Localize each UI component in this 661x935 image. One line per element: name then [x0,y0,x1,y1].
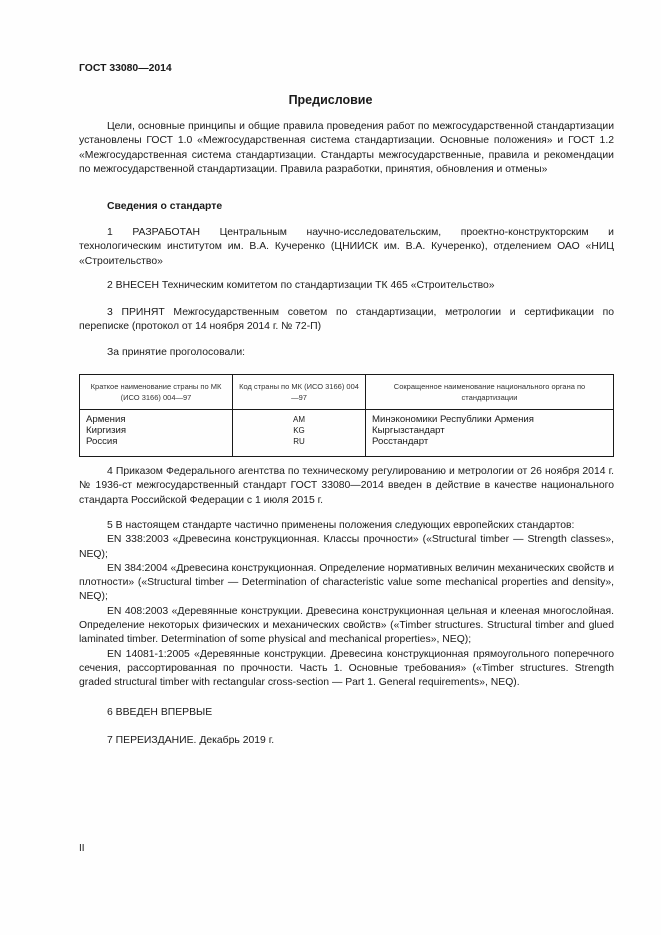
table-row [80,410,614,457]
item-7: 7 ПЕРЕИЗДАНИЕ. Декабрь 2019 г. [107,735,275,746]
country-name: Армения [86,414,126,425]
national-body: Росстандарт [372,436,429,447]
standard-id: ГОСТ 33080—2014 [79,63,172,74]
item-1: 1 РАЗРАБОТАН Центральным научно-исследовательским, проектно-конструкторским и технологическим институтом им. В.А. Кучеренко (ЦНИИСК им. В.А. Кучеренко), отделением ОАО «НИЦ «Строительство» [79,227,614,267]
page-number: II [79,843,85,854]
section-title: Сведения о стандарте [107,201,223,212]
table-header-code: Код страны по МК (ИСО 3166) 004—97 [233,375,366,410]
country-name: Киргизия [86,425,127,436]
item-5 [79,519,614,691]
item-2: 2 ВНЕСЕН Техническим комитетом по стандартизации ТК 465 «Строительство» [107,280,495,291]
votes-table [79,374,614,457]
national-body: Минэкономики Республики Армения [372,414,534,425]
voted-label: За принятие проголосовали: [107,347,246,358]
item-4: 4 Приказом Федерального агентства по техническому регулированию и метрологии от 26 ноября 2014 г. № 1936-ст межгосударственный стандарт ГОСТ 33080—2014 введен в действие в качестве национального стандарта Российской Федерации с 1 июля 2015 г. [79,466,614,506]
country-code: RU [293,437,305,446]
country-code: AM [293,415,305,424]
table-header-country: Краткое наименование страны по МК (ИСО 3166) 004—97 [80,375,233,410]
country-name: Россия [86,436,118,447]
table-header-body: Сокращенное наименование национального органа по стандартизации [366,375,614,410]
country-code: KG [293,426,305,435]
national-body: Кыргызстандарт [372,425,445,436]
item-3: 3 ПРИНЯТ Межгосударственным советом по стандартизации, метрологии и сертификации по переписке (протокол от 14 ноября 2014 г. № 72-П) [79,307,614,333]
item-6: 6 ВВЕДЕН ВПЕРВЫЕ [107,707,213,718]
standard-reference: EN 408:2003 «Деревянные конструкции. Древесина конструкционная цельная и клееная многослойная. Определение некоторых физических и механических свойств» («Timber structures. Structural timber and glued laminated timber. Determination of some physical and mechanical properties», NEQ); [79,605,614,646]
intro-paragraph: Цели, основные принципы и общие правила проведения работ по межгосударственной стандартизации установлены ГОСТ 1.0 «Межгосударственная система стандартизации. Основные положения» и ГОСТ 1.2 «Межгосударственная система стандартизации. Стандарты межгосударственные, правила и рекомендации по межгосударственной стандартизации. Правила разработки, принятия, обновления и отмены» [79,121,614,175]
standard-reference: EN 384:2004 «Древесина конструкционная. Определение нормативных величин механических свойств и плотности» («Structural timber — Determination of characteristic value some mechanical properties and density», NEQ); [79,562,614,603]
country-cell [80,410,233,457]
item-5-intro: 5 В настоящем стандарте частично применены положения следующих европейских стандартов: [107,520,575,531]
standard-reference: EN 14081-1:2005 «Деревянные конструкции. Древесина конструкционная прямоугольного поперечного сечения, рассортированная по прочности. Часть 1. Основные требования» («Timber structures. Strength graded structural timber with rectangular cross-section — Part 1. General requirements», NEQ). [79,648,614,689]
code-cell [233,410,366,457]
page-title: Предисловие [288,93,373,107]
body-cell [366,410,614,457]
standard-reference: EN 338:2003 «Древесина конструкционная. Классы прочности» («Structural timber — Strength classes», NEQ); [79,534,614,560]
